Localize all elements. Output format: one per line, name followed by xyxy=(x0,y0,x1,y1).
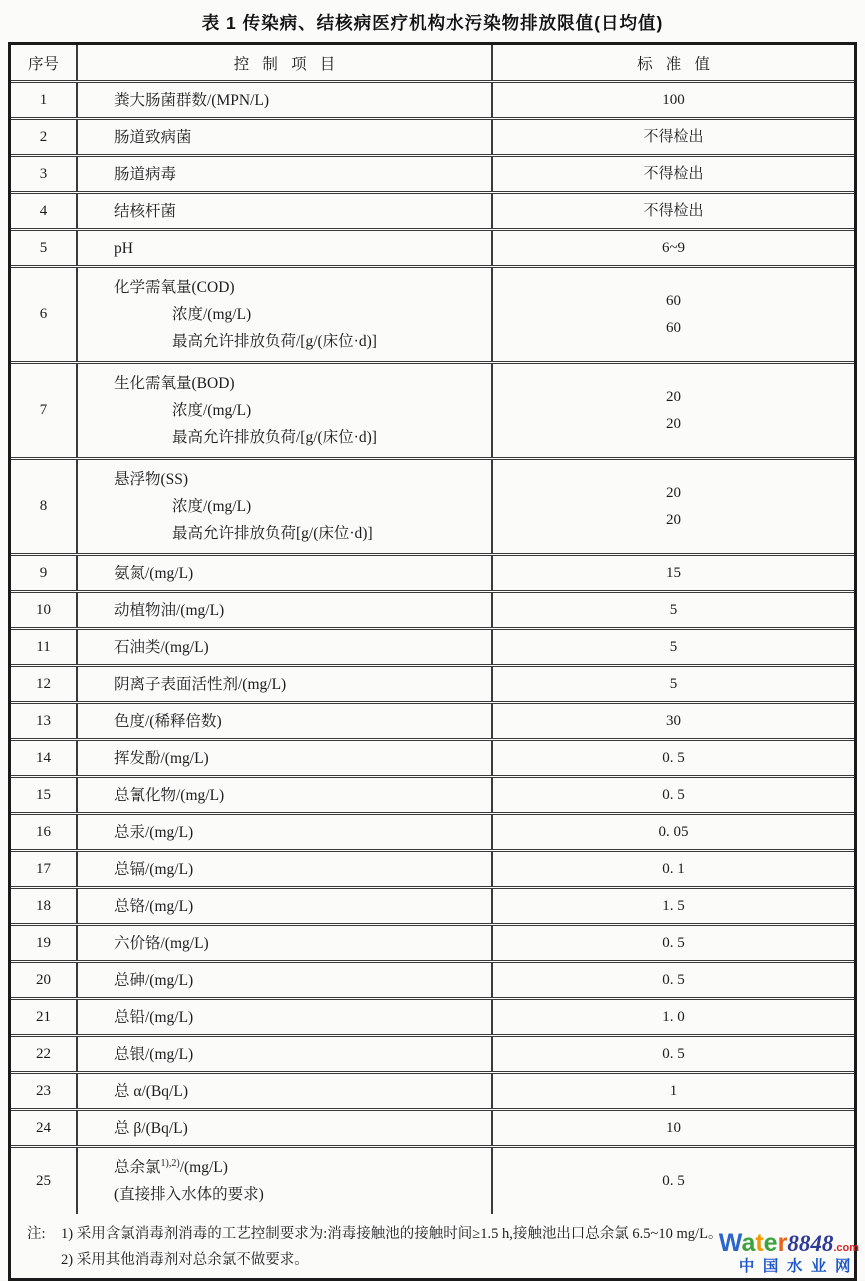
table-row xyxy=(11,364,854,460)
standard-value-cell xyxy=(493,778,854,812)
item-line: (直接排入水体的要求) xyxy=(114,1186,264,1203)
item-line: 总铅/(mg/L) xyxy=(114,1008,194,1026)
row-number: 7 xyxy=(11,364,78,457)
table-row xyxy=(11,1111,854,1148)
standard-value: 5 xyxy=(669,601,678,618)
table-row xyxy=(11,194,854,231)
control-item-cell xyxy=(78,1037,493,1071)
control-item-cell xyxy=(78,926,493,960)
row-number: 5 xyxy=(11,231,78,265)
row-number: 4 xyxy=(11,194,78,228)
item-line: 肠道病毒 xyxy=(114,165,177,183)
table-row xyxy=(11,926,854,963)
item-line: 阴离子表面活性剂/(mg/L) xyxy=(114,675,287,693)
standard-value-cell xyxy=(493,741,854,775)
item-line: 六价铬/(mg/L) xyxy=(114,934,209,952)
standard-value-cell xyxy=(493,852,854,886)
item-line: 挥发酚/(mg/L) xyxy=(114,749,209,767)
item-line: 悬浮物(SS) xyxy=(114,471,189,488)
table-row xyxy=(11,963,854,1000)
standard-value: 6~9 xyxy=(661,239,686,256)
item-line: pH xyxy=(114,239,133,257)
item-line: 总砷/(mg/L) xyxy=(114,971,194,989)
row-number: 11 xyxy=(11,630,78,664)
standard-value: 1 xyxy=(669,1082,678,1099)
standard-value-cell xyxy=(493,194,854,228)
item-line: 总汞/(mg/L) xyxy=(114,823,194,841)
table-row xyxy=(11,83,854,120)
standards-table xyxy=(8,42,857,1281)
row-number: 24 xyxy=(11,1111,78,1145)
item-line: 最高允许排放负荷[g/(床位·d)] xyxy=(172,525,373,542)
standard-value-cell xyxy=(493,460,854,553)
item-line: 最高允许排放负荷/[g/(床位·d)] xyxy=(172,333,377,350)
table-row xyxy=(11,1037,854,1074)
table-row xyxy=(11,852,854,889)
standard-value-cell xyxy=(493,926,854,960)
item-line: 总余氯$^{1),2)}$/(mg/L) xyxy=(114,1157,228,1176)
table-row xyxy=(11,1148,854,1214)
item-line: 总 β/(Bq/L) xyxy=(114,1119,188,1137)
watermark-site-name: 中国水业网 xyxy=(738,1257,859,1275)
standard-value: 0. 05 xyxy=(658,823,689,840)
table-row xyxy=(11,667,854,704)
standard-value: 0. 1 xyxy=(662,860,685,877)
row-number: 22 xyxy=(11,1037,78,1071)
table-body xyxy=(11,83,854,1214)
control-item-cell xyxy=(78,83,493,117)
standard-value-cell xyxy=(493,364,854,457)
standard-value: 不得检出 xyxy=(643,165,704,182)
item-line: 浓度/(mg/L) xyxy=(172,402,252,419)
item-line: 生化需氧量(BOD) xyxy=(114,375,235,392)
item-line: 动植物油/(mg/L) xyxy=(114,601,225,619)
header-serial-number: 序号 xyxy=(11,45,78,80)
item-line: 色度/(稀释倍数) xyxy=(114,712,222,730)
item-line: 总铬/(mg/L) xyxy=(114,897,194,915)
standard-value-cell xyxy=(493,704,854,738)
standard-value: 1. 0 xyxy=(662,1008,685,1025)
standard-value: 30 xyxy=(666,712,681,729)
row-number: 9 xyxy=(11,556,78,590)
control-item-cell xyxy=(78,120,493,154)
standard-value-cell xyxy=(493,231,854,265)
control-item-cell xyxy=(78,889,493,923)
control-item-cell xyxy=(78,1074,493,1108)
standard-value: 0. 5 xyxy=(662,1045,685,1062)
standard-value: 0. 5 xyxy=(662,749,685,766)
note-text: 1) 采用含氯消毒剂消毒的工艺控制要求为:消毒接触池的接触时间≥1.5 h,接触池出口总余氯 6.5~10 mg/L。 xyxy=(61,1226,723,1242)
table-header-row xyxy=(11,45,854,83)
standard-value: 0. 5 xyxy=(662,971,685,988)
row-number: 8 xyxy=(11,460,78,553)
row-number: 23 xyxy=(11,1074,78,1108)
watermark-wordmark xyxy=(718,1228,859,1257)
standard-value-cell xyxy=(493,667,854,701)
control-item-cell xyxy=(78,778,493,812)
standard-value: 0. 5 xyxy=(662,786,685,803)
standard-value-cell xyxy=(493,1111,854,1145)
standard-value: 60 xyxy=(666,292,681,309)
item-line: 粪大肠菌群数/(MPN/L) xyxy=(114,91,270,109)
row-number: 14 xyxy=(11,741,78,775)
item-line: 石油类/(mg/L) xyxy=(114,638,209,656)
row-number: 3 xyxy=(11,157,78,191)
table-row xyxy=(11,815,854,852)
control-item-cell xyxy=(78,194,493,228)
row-number: 20 xyxy=(11,963,78,997)
row-number: 13 xyxy=(11,704,78,738)
standard-value: 20 xyxy=(666,415,681,432)
table-row xyxy=(11,268,854,364)
table-row xyxy=(11,556,854,593)
control-item-cell xyxy=(78,815,493,849)
watermark-letter: r xyxy=(777,1228,788,1257)
table-title: 表 1 传染病、结核病医疗机构水污染物排放限值(日均值) xyxy=(201,13,664,33)
control-item-cell xyxy=(78,1000,493,1034)
standard-value: 20 xyxy=(666,484,681,501)
watermark-logo xyxy=(718,1228,859,1275)
note-label: 注: xyxy=(27,1226,46,1242)
standard-value-cell xyxy=(493,556,854,590)
standard-value: 0. 5 xyxy=(662,1172,685,1189)
control-item-cell xyxy=(78,1148,493,1214)
control-item-cell xyxy=(78,741,493,775)
standard-value: 5 xyxy=(669,638,678,655)
control-item-cell xyxy=(78,593,493,627)
standard-value: 10 xyxy=(666,1119,681,1136)
control-item-cell xyxy=(78,704,493,738)
item-line: 化学需氧量(COD) xyxy=(114,279,235,296)
item-line: 肠道致病菌 xyxy=(114,128,192,146)
table-row xyxy=(11,778,854,815)
item-line: 总银/(mg/L) xyxy=(114,1045,194,1063)
control-item-cell xyxy=(78,667,493,701)
standard-value: 20 xyxy=(666,511,681,528)
row-number: 17 xyxy=(11,852,78,886)
standard-value-cell xyxy=(493,1000,854,1034)
control-item-cell xyxy=(78,630,493,664)
row-number: 19 xyxy=(11,926,78,960)
control-item-cell xyxy=(78,157,493,191)
standard-value-cell xyxy=(493,268,854,361)
item-line: 浓度/(mg/L) xyxy=(172,306,252,323)
row-number: 1 xyxy=(11,83,78,117)
standard-value-cell xyxy=(493,963,854,997)
standard-value-cell xyxy=(493,83,854,117)
watermark-word xyxy=(719,1229,788,1257)
standard-value-cell xyxy=(493,157,854,191)
control-item-cell xyxy=(78,460,493,553)
item-line: 氨氮/(mg/L) xyxy=(114,564,194,582)
table-row xyxy=(11,231,854,268)
control-item-cell xyxy=(78,268,493,361)
standard-value: 不得检出 xyxy=(643,202,704,219)
standard-value: 0. 5 xyxy=(662,934,685,951)
standard-value: 100 xyxy=(662,91,685,108)
control-item-cell xyxy=(78,364,493,457)
watermark-letter: a xyxy=(741,1228,756,1257)
standard-value: 60 xyxy=(666,319,681,336)
item-line: 总氰化物/(mg/L) xyxy=(114,786,225,804)
table-row xyxy=(11,1000,854,1037)
watermark-number: 8848 xyxy=(787,1230,834,1256)
standard-value-cell xyxy=(493,1148,854,1214)
table-row xyxy=(11,593,854,630)
standard-value: 15 xyxy=(666,564,681,581)
standard-value-cell xyxy=(493,889,854,923)
row-number: 18 xyxy=(11,889,78,923)
row-number: 21 xyxy=(11,1000,78,1034)
watermark-tld: .com xyxy=(833,1241,859,1254)
item-line: 最高允许排放负荷/[g/(床位·d)] xyxy=(172,429,377,446)
row-number: 12 xyxy=(11,667,78,701)
standard-value: 1. 5 xyxy=(662,897,685,914)
row-number: 16 xyxy=(11,815,78,849)
table-row xyxy=(11,630,854,667)
standard-value-cell xyxy=(493,815,854,849)
table-row xyxy=(11,460,854,556)
item-line: 总 α/(Bq/L) xyxy=(114,1082,188,1100)
row-number: 25 xyxy=(11,1148,78,1214)
watermark-letter: e xyxy=(763,1228,778,1257)
standard-value: 20 xyxy=(666,388,681,405)
standard-value-cell xyxy=(493,630,854,664)
table-row xyxy=(11,889,854,926)
table-row xyxy=(11,1074,854,1111)
control-item-cell xyxy=(78,231,493,265)
item-line: 浓度/(mg/L) xyxy=(172,498,252,515)
row-number: 10 xyxy=(11,593,78,627)
control-item-cell xyxy=(78,963,493,997)
item-line: 结核杆菌 xyxy=(114,202,177,220)
control-item-cell xyxy=(78,1111,493,1145)
standard-value-cell xyxy=(493,120,854,154)
standard-value-cell xyxy=(493,1037,854,1071)
table-row xyxy=(11,704,854,741)
item-line: 总镉/(mg/L) xyxy=(114,860,194,878)
standard-value-cell xyxy=(493,1074,854,1108)
watermark-letter: W xyxy=(718,1228,742,1257)
row-number: 15 xyxy=(11,778,78,812)
row-number: 6 xyxy=(11,268,78,361)
header-control-item: 控制项目 xyxy=(78,45,493,80)
header-standard-value: 标准值 xyxy=(637,55,724,73)
row-number: 2 xyxy=(11,120,78,154)
control-item-cell xyxy=(78,852,493,886)
footnote-marker: 1),2) xyxy=(160,1157,180,1169)
note-text: 2) 采用其他消毒剂对总余氯不做要求。 xyxy=(61,1252,309,1268)
standard-value: 不得检出 xyxy=(643,128,704,145)
table-row xyxy=(11,741,854,778)
watermark-letter: t xyxy=(755,1228,764,1257)
control-item-cell xyxy=(78,556,493,590)
standard-value-cell xyxy=(493,593,854,627)
standard-value: 5 xyxy=(669,675,678,692)
table-row xyxy=(11,157,854,194)
table-row xyxy=(11,120,854,157)
